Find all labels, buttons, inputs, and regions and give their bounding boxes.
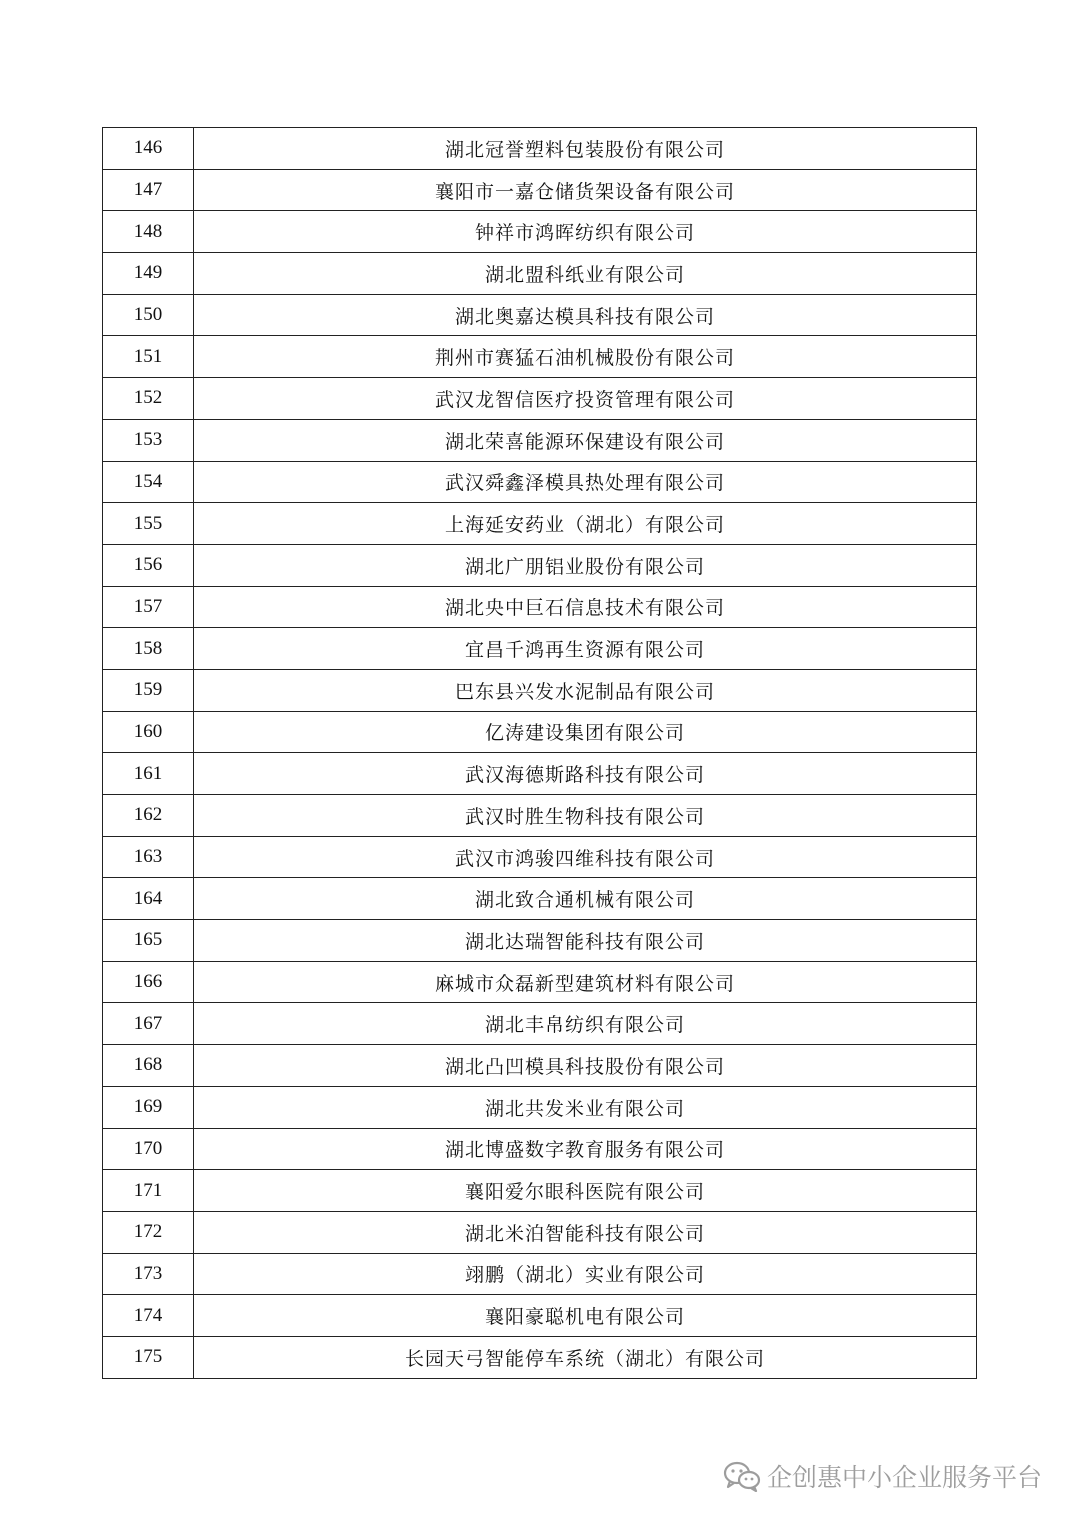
company-name-cell: 湖北奥嘉达模具科技有限公司 [194,294,977,336]
company-name-cell: 翊鹏（湖北）实业有限公司 [194,1253,977,1295]
row-number-cell: 150 [103,294,194,336]
row-number-cell: 161 [103,753,194,795]
company-name-cell: 湖北丰帛纺织有限公司 [194,1003,977,1045]
table-row [103,1295,977,1337]
table-row [103,878,977,920]
row-number-cell: 148 [103,211,194,253]
table-row [103,961,977,1003]
table-row [103,211,977,253]
table-row [103,1003,977,1045]
row-number-cell: 169 [103,1086,194,1128]
company-list-table [102,127,977,1379]
table-row [103,1211,977,1253]
company-name-cell: 荆州市赛猛石油机械股份有限公司 [194,336,977,378]
table-row [103,128,977,170]
row-number-cell: 175 [103,1336,194,1378]
row-number-cell: 170 [103,1128,194,1170]
company-name-cell: 湖北米泊智能科技有限公司 [194,1211,977,1253]
row-number-cell: 157 [103,586,194,628]
watermark-text: 企创惠中小企业服务平台 [766,1463,1042,1492]
company-name-cell: 武汉舜鑫泽模具热处理有限公司 [194,461,977,503]
row-number-cell: 174 [103,1295,194,1337]
row-number-cell: 158 [103,628,194,670]
company-name-cell: 亿涛建设集团有限公司 [194,711,977,753]
row-number-cell: 156 [103,544,194,586]
row-number-cell: 147 [103,169,194,211]
row-number-cell: 152 [103,378,194,420]
table-row [103,378,977,420]
row-number-cell: 154 [103,461,194,503]
table-row [103,1045,977,1087]
company-name-cell: 武汉市鸿骏四维科技有限公司 [194,836,977,878]
company-name-cell: 湖北冠誉塑料包装股份有限公司 [194,128,977,170]
company-name-cell: 长园天弓智能停车系统（湖北）有限公司 [194,1336,977,1378]
company-name-cell: 湖北荣喜能源环保建设有限公司 [194,419,977,461]
row-number-cell: 162 [103,795,194,837]
table-row [103,1086,977,1128]
company-name-cell: 襄阳市一嘉仓储货架设备有限公司 [194,169,977,211]
row-number-cell: 171 [103,1170,194,1212]
table-row [103,711,977,753]
company-name-cell: 巴东县兴发水泥制品有限公司 [194,669,977,711]
watermark [723,1458,1042,1494]
table-row [103,503,977,545]
row-number-cell: 155 [103,503,194,545]
table-row [103,169,977,211]
row-number-cell: 167 [103,1003,194,1045]
company-name-cell: 宜昌千鸿再生资源有限公司 [194,628,977,670]
row-number-cell: 146 [103,128,194,170]
company-name-cell: 湖北达瑞智能科技有限公司 [194,920,977,962]
company-name-cell: 武汉时胜生物科技有限公司 [194,795,977,837]
company-name-cell: 武汉龙智信医疗投资管理有限公司 [194,378,977,420]
row-number-cell: 149 [103,253,194,295]
table-row [103,753,977,795]
table-row [103,253,977,295]
table-row [103,920,977,962]
company-name-cell: 湖北致合通机械有限公司 [194,878,977,920]
row-number-cell: 164 [103,878,194,920]
table-row [103,669,977,711]
company-name-cell: 湖北共发米业有限公司 [194,1086,977,1128]
table-row [103,836,977,878]
row-number-cell: 166 [103,961,194,1003]
table-row [103,1170,977,1212]
row-number-cell: 163 [103,836,194,878]
company-name-cell: 襄阳豪聪机电有限公司 [194,1295,977,1337]
table-row [103,1128,977,1170]
row-number-cell: 165 [103,920,194,962]
table-row [103,294,977,336]
company-name-cell: 湖北博盛数字教育服务有限公司 [194,1128,977,1170]
table-row [103,419,977,461]
table-row [103,544,977,586]
company-name-cell: 钟祥市鸿晖纺织有限公司 [194,211,977,253]
table-row [103,1336,977,1378]
company-list-body [103,128,977,1379]
company-name-cell: 上海延安药业（湖北）有限公司 [194,503,977,545]
company-name-cell: 湖北盟科纸业有限公司 [194,253,977,295]
company-name-cell: 襄阳爱尔眼科医院有限公司 [194,1170,977,1212]
table-row [103,628,977,670]
table-row [103,1253,977,1295]
table-row [103,795,977,837]
table-row [103,336,977,378]
row-number-cell: 151 [103,336,194,378]
row-number-cell: 173 [103,1253,194,1295]
company-name-cell: 武汉海德斯路科技有限公司 [194,753,977,795]
company-name-cell: 湖北广朋铝业股份有限公司 [194,544,977,586]
wechat-icon [723,1460,761,1492]
company-name-cell: 湖北央中巨石信息技术有限公司 [194,586,977,628]
table-row [103,461,977,503]
row-number-cell: 153 [103,419,194,461]
row-number-cell: 159 [103,669,194,711]
company-name-cell: 麻城市众磊新型建筑材料有限公司 [194,961,977,1003]
table-row [103,586,977,628]
row-number-cell: 172 [103,1211,194,1253]
row-number-cell: 160 [103,711,194,753]
company-name-cell: 湖北凸凹模具科技股份有限公司 [194,1045,977,1087]
row-number-cell: 168 [103,1045,194,1087]
